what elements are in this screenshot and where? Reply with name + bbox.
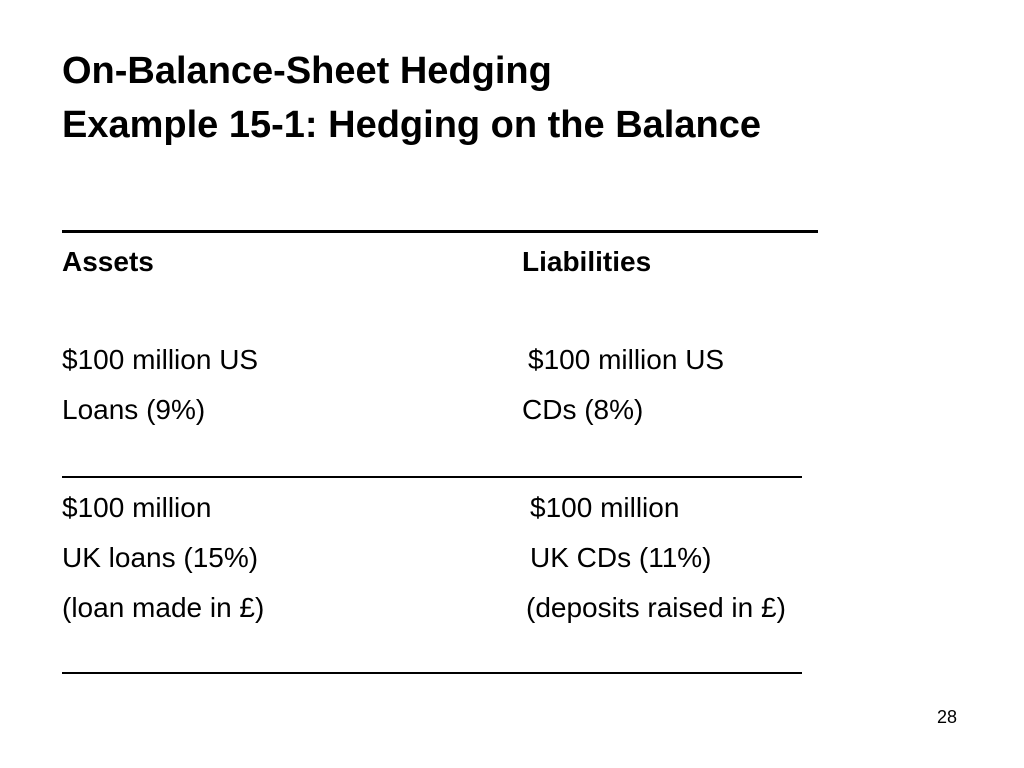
uk-asset-note: (loan made in £) — [62, 592, 265, 623]
uk-liability-amount: $100 million — [530, 492, 680, 523]
us-liability-amount: $100 million US — [528, 344, 725, 375]
us-asset-type: Loans (9%) — [62, 394, 206, 425]
uk-asset-amount: $100 million — [62, 492, 212, 523]
liabilities-header: Liabilities — [522, 246, 652, 277]
table-middle-rule — [62, 476, 802, 478]
slide-title-line-1: On-Balance-Sheet Hedging — [62, 50, 552, 92]
uk-liability-note: (deposits raised in £) — [526, 592, 786, 623]
us-asset-amount: $100 million US — [62, 344, 259, 375]
page-number: 28 — [937, 707, 958, 727]
uk-liability-type: UK CDs (11%) — [530, 542, 712, 573]
table-bottom-rule — [62, 672, 802, 674]
uk-asset-type: UK loans (15%) — [62, 542, 259, 573]
slide-title-line-2: Example 15-1: Hedging on the Balance — [62, 104, 761, 146]
assets-header: Assets — [62, 246, 154, 277]
table-top-rule — [62, 230, 818, 233]
us-liability-type: CDs (8%) — [522, 394, 644, 425]
